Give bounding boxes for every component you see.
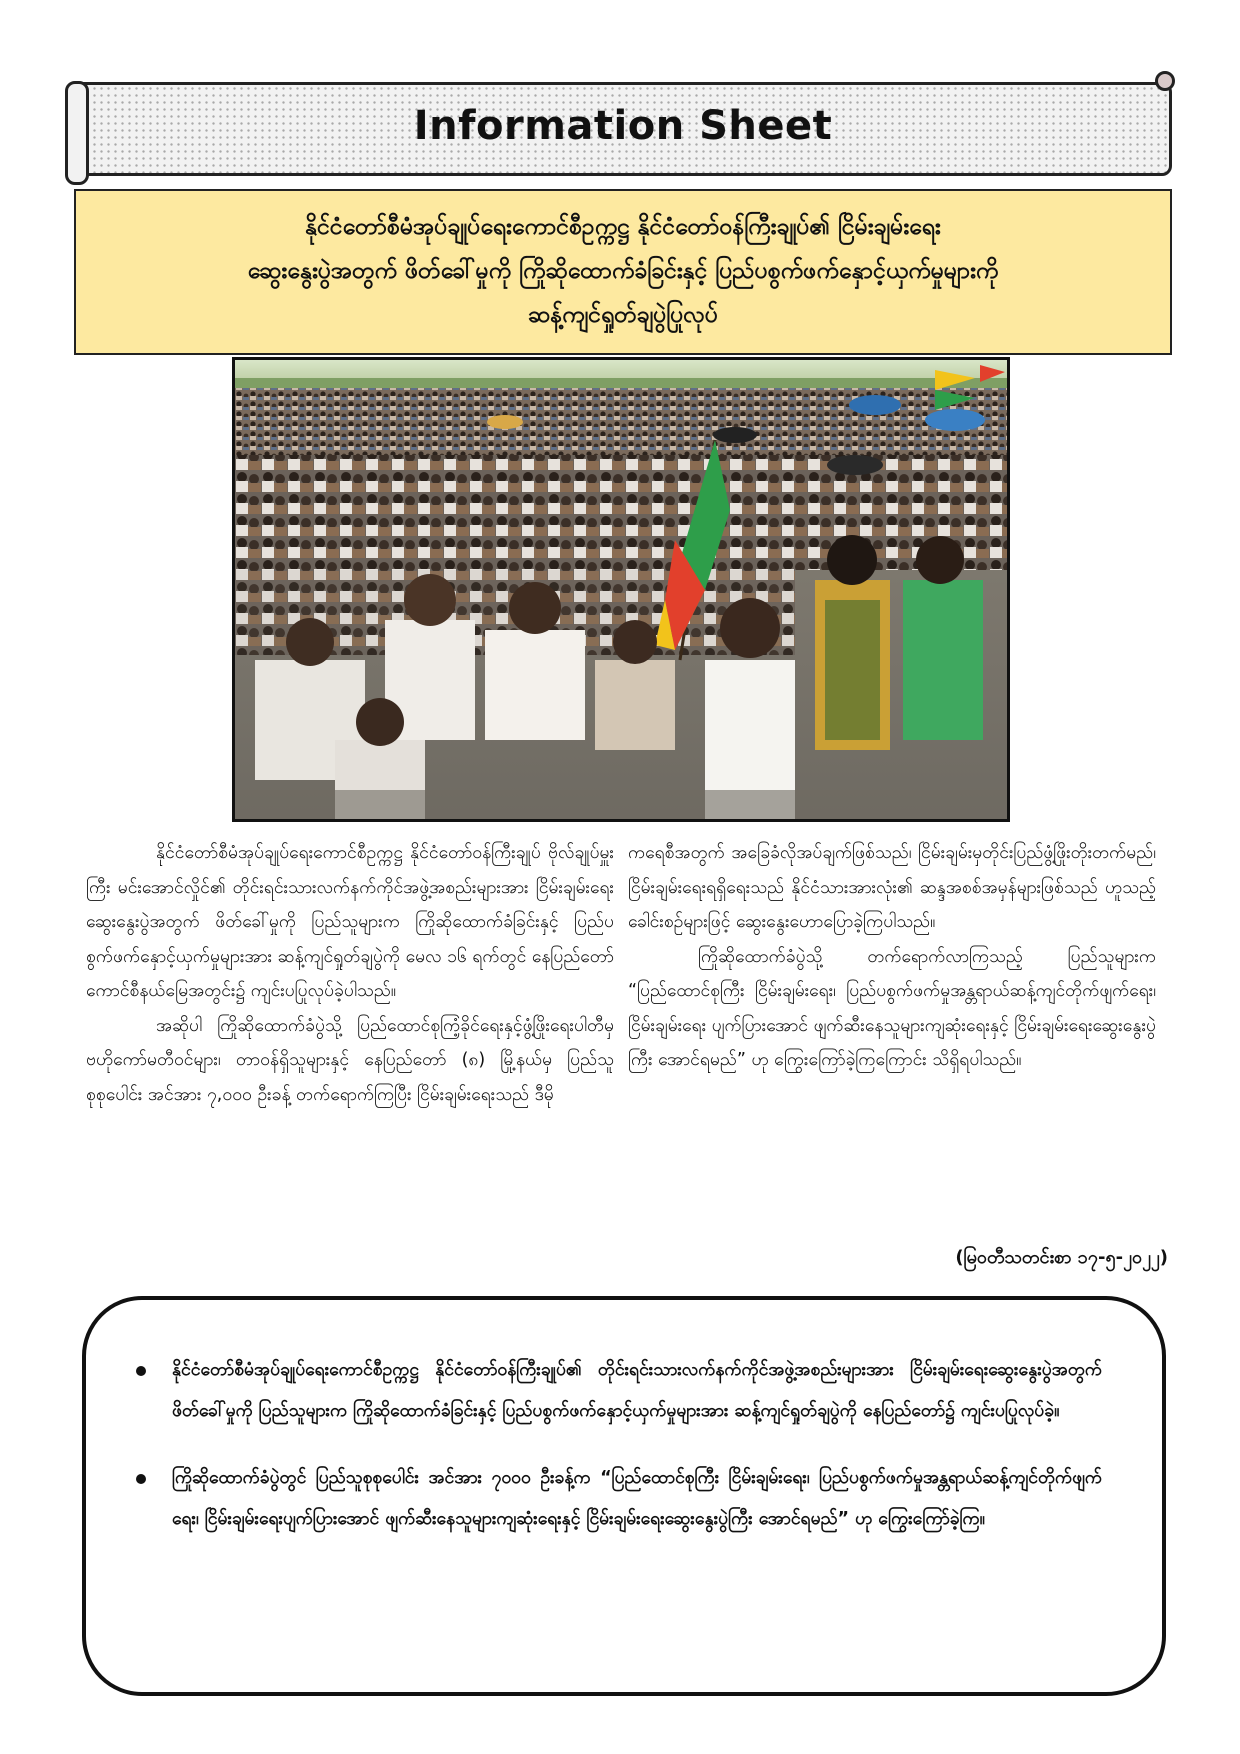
headline-line-2: ဆွေးနွေးပွဲအတွက် ဖိတ်ခေါ်မှုကို ကြိုဆိုထောက်ခံခြင်းနှင့် ပြည်ပစွက်ဖက်နှောင့်ယှက်မှုများကို [247,258,999,284]
headline-line-1: နိုင်ငံတော်စီမံအုပ်ချုပ်ရေးကောင်စီဥက္ကဋ္ဌ နိုင်ငံတော်ဝန်ကြီးချုပ်၏ ငြိမ်းချမ်းရေး [305,214,941,240]
body-paragraph: ကြိုဆိုထောက်ခံပွဲသို့ တက်ရောက်လာကြသည့် ပြည်သူများက “ပြည်ထောင်စုကြီး ငြိမ်းချမ်းရေး၊ ပြည်ပစွက်ဖက်မှုအန္တရာယ်ဆန့်ကျင်တိုက်ဖျက်ရေး၊ ငြိမ်းချမ်းရေး ပျက်ပြားအောင် ဖျက်ဆီးနေသူများကျဆုံးရေးနှင့် ငြိမ်းချမ်းရေးဆွေးနွေးပွဲကြီး အောင်ရမည်” ဟု ကြွေးကြော်ခဲ့ကြကြောင်း သိရှိရပါသည်။ [628,946,1156,1070]
headline-box [74,189,1172,355]
bullet-icon [136,1366,146,1376]
bullet-icon [136,1474,146,1484]
summary-list [136,1350,1102,1540]
summary-item-text: နိုင်ငံတော်စီမံအုပ်ချုပ်ရေးကောင်စီဥက္ကဋ္ဌ နိုင်ငံတော်ဝန်ကြီးချုပ်၏ တိုင်းရင်းသားလက်နက်ကိုင်အဖွဲ့အစည်းများအား ငြိမ်းချမ်းရေးဆွေးနွေးပွဲအတွက် ဖိတ်ခေါ်မှုကို ပြည်သူများက ကြိုဆိုထောက်ခံခြင်းနှင့် ပြည်ပစွက်ဖက်နှောင့်ယှက်မှုများအား ဆန့်ကျင်ရှုတ်ချပွဲကို နေပြည်တော်၌ ကျင်းပပြုလုပ်ခဲ့။ [172,1360,1102,1421]
crowd-photo-image [235,360,1007,819]
summary-box [82,1296,1166,1696]
summary-item [136,1458,1102,1540]
body-column-left [86,836,614,1112]
body-paragraph: ကရေစီအတွက် အခြေခံလိုအပ်ချက်ဖြစ်သည်၊ ငြိမ်းချမ်းမှတိုင်းပြည်ဖွံ့ဖြိုးတိုးတက်မည်၊ ငြိမ်းချမ်းရေးရရှိရေးသည် နိုင်ငံသားအားလုံး၏ ဆန္ဒအစစ်အမှန်များဖြစ်သည် ဟူသည့် ခေါင်းစဉ်များဖြင့် ဆွေးနွေးဟောပြောခဲ့ကြပါသည်။ [628,843,1156,932]
body-paragraph: အဆိုပါ ကြိုဆိုထောက်ခံပွဲသို့ ပြည်ထောင်စုကြံ့ခိုင်ရေးနှင့်ဖွံ့ဖြိုးရေးပါတီမှ ဗဟိုကော်မတီဝင်များ၊ တာဝန်ရှိသူများနှင့် နေပြည်တော် (၈) မြို့နယ်မှ ပြည်သူစုစုပေါင်း အင်အား ၇,၀၀၀ ဦးခန့် တက်ရောက်ကြပြီး ငြိမ်းချမ်းရေးသည် ဒီမို [86,1015,614,1105]
title-banner [74,82,1172,176]
source-citation: (မြဝတီသတင်းစာ ၁၇-၅-၂၀၂၂) [955,1247,1168,1268]
summary-item-text: ကြိုဆိုထောက်ခံပွဲတွင် ပြည်သူစုစုပေါင်း အင်အား ၇၀၀၀ ဦးခန့်က “ပြည်ထောင်စုကြီး ငြိမ်းချမ်းရေး၊ ပြည်ပစွက်ဖက်မှုအန္တရာယ်ဆန့်ကျင်တိုက်ဖျက်ရေး၊ ငြိမ်းချမ်းရေးပျက်ပြားအောင် ဖျက်ဆီးနေသူများကျဆုံးရေးနှင့် ငြိမ်းချမ်းရေးဆွေးနွေးပွဲကြီး အောင်ရမည်” ဟု ကြွေးကြော်ခဲ့ကြ။ [172,1468,1102,1529]
scroll-curl-decoration [1155,71,1175,91]
headline-line-3: ဆန့်ကျင်ရှုတ်ချပွဲပြုလုပ် [528,302,718,328]
summary-item [136,1350,1102,1432]
page-title: Information Sheet [413,103,833,149]
body-column-right [628,836,1156,1078]
crowd-photo [232,357,1010,822]
body-paragraph: နိုင်ငံတော်စီမံအုပ်ချုပ်ရေးကောင်စီဥက္ကဋ္ဌ နိုင်ငံတော်ဝန်ကြီးချုပ် ဗိုလ်ချုပ်မှူးကြီး မင်းအောင်လှိုင်၏ တိုင်းရင်းသားလက်နက်ကိုင်အဖွဲ့အစည်းများအား ငြိမ်းချမ်းရေးဆွေးနွေးပွဲအတွက် ဖိတ်ခေါ်မှုကို ပြည်သူများက ကြိုဆိုထောက်ခံခြင်းနှင့် ပြည်ပစွက်ဖက်နှောင့်ယှက်မှုများအား ဆန့်ကျင်ရှုတ်ချပွဲကို မေလ ၁၆ ရက်တွင် နေပြည်တော်ကောင်စီနယ်မြေအတွင်း၌ ကျင်းပပြုလုပ်ခဲ့ပါသည်။ [86,843,614,1001]
